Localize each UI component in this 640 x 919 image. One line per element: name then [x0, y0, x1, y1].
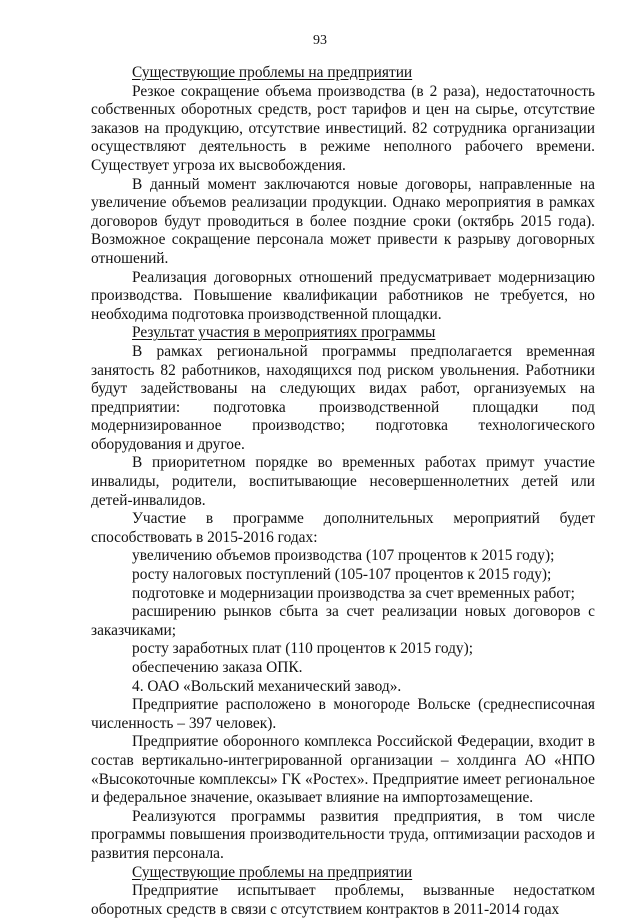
list-item: обеспечению заказа ОПК. [132, 659, 303, 676]
page-number: 93 [313, 33, 327, 48]
list-item: подготовке и модернизации производства за счет временных работ; [132, 584, 575, 602]
paragraph: Реализация договорных отношений предусматривает модернизацию производства. Повышение квалификации работников не требуется, но необходима подготовка производственной площадки. [91, 268, 595, 323]
paragraph: Предприятие испытывает проблемы, вызванные недостатком оборотных средств в связи с отсутствием контрактов в 2011-2014 годах [91, 882, 595, 918]
paragraph: В приоритетном порядке во временных работах примут участие инвалиды, родители, воспитывающие несовершеннолетних детей или детей-инвалидов. [91, 454, 595, 509]
list-item: росту заработных плат (110 процентов к 2015 году); [132, 640, 474, 658]
section-heading: Существующие проблемы на предприятии [132, 863, 413, 881]
enterprise-title: 4. ОАО «Вольский механический завод». [132, 677, 402, 695]
list-item: расширению рынков сбыта за счет реализации новых договоров с заказчиками; [91, 603, 595, 639]
section-heading: Существующие проблемы на предприятии [132, 64, 413, 81]
paragraph: Резкое сокращение объема производства (в 2 раза), недостаточность собственных оборотных средств, рост тарифов и цен на сырье, отсутствие заказов на продукцию, отсутствие инвестиций. 82 сотрудника организации осуществляют деятельность в режиме неполного рабочего времени. Существует угроза их высвобождения. [91, 82, 595, 174]
paragraph: Реализуются программы развития предприятия, в том числе программы повышения производительности труда, оптимизации расходов и развития персонала. [91, 807, 595, 862]
document-body [91, 64, 595, 919]
list-item: увеличению объемов производства (107 процентов к 2015 году); [132, 547, 555, 565]
paragraph: Предприятие расположено в моногороде Вольске (среднесписочная численность – 397 человек). [91, 696, 595, 732]
paragraph: Предприятие оборонного комплекса Российской Федерации, входит в состав вертикально-интегрированной организации – холдинга АО «НПО «Высокоточные комплексы» ГК «Ростех». Предприятие имеет региональное и федеральное значение, оказывает влияние на импортозамещение. [91, 733, 595, 807]
paragraph: В данный момент заключаются новые договоры, направленные на увеличение объемов реализации продукции. Однако мероприятия в рамках договоров будут проводиться в более поздние сроки (октябрь 2015 года). Возможное сокращение персонала может привести к разрыву договорных отношений. [91, 175, 595, 267]
paragraph: В рамках региональной программы предполагается временная занятость 82 работников, находящихся под риском увольнения. Работники будут задействованы на следующих видах работ, организуемых на предприятии: подготовка производственной площадки под модернизированное производство; подготовка технологического оборудования и другое. [91, 342, 595, 453]
section-heading: Результат участия в мероприятиях программы [132, 324, 436, 342]
list-item: росту налоговых поступлений (105-107 процентов к 2015 году); [132, 566, 552, 584]
paragraph: Участие в программе дополнительных мероприятий будет способствовать в 2015-2016 годах: [91, 510, 595, 546]
